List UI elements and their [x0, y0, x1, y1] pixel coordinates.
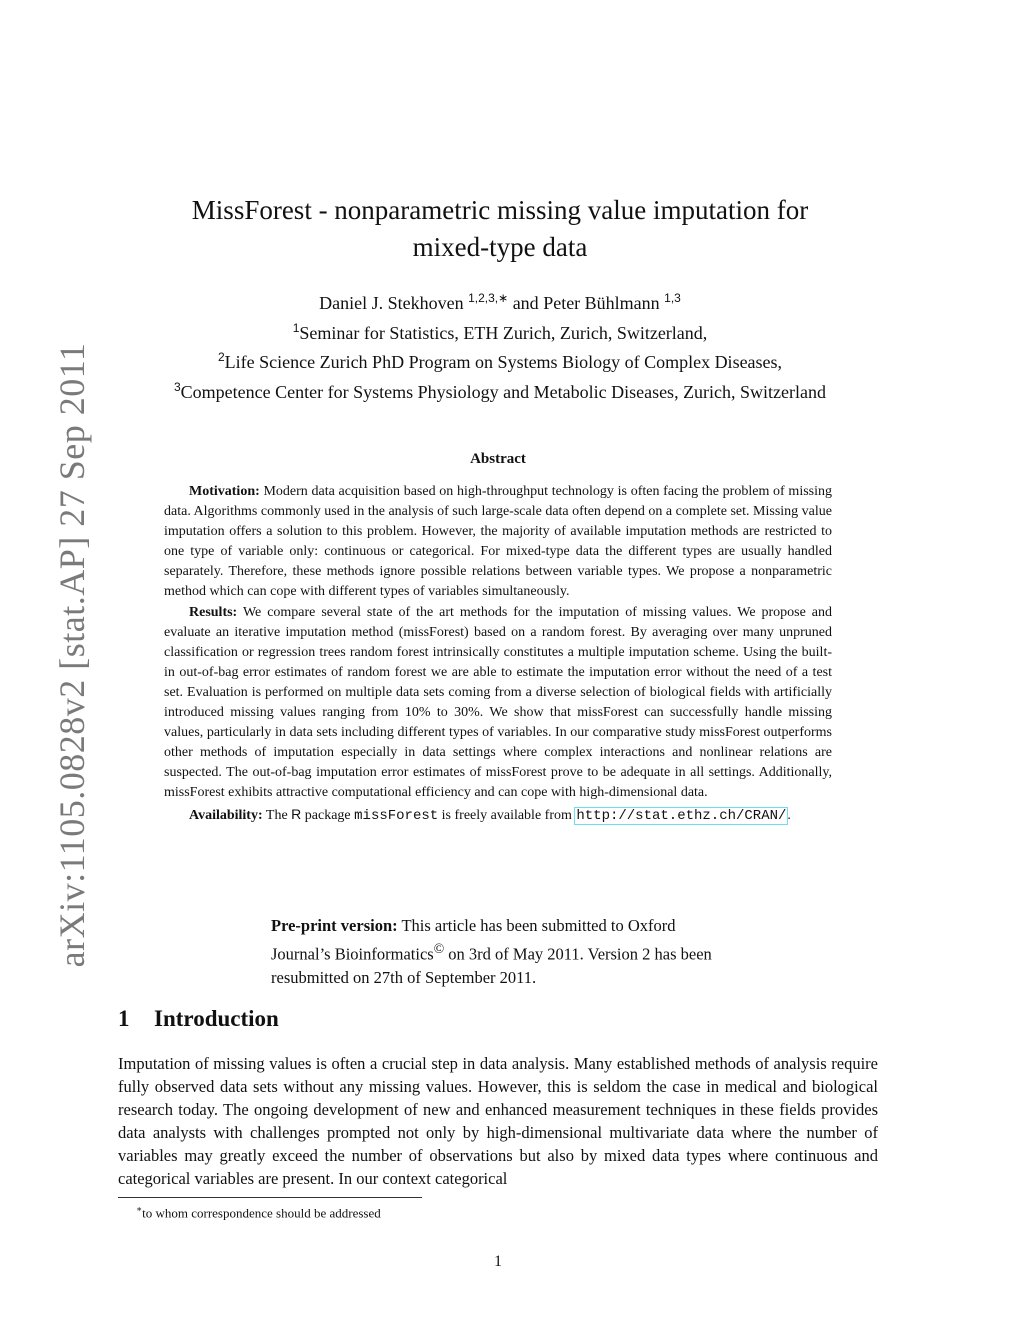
- section-number: 1: [118, 1006, 130, 1031]
- author-line: [0, 286, 1000, 316]
- author-conjunction: and: [512, 293, 539, 313]
- affiliation-1: [0, 316, 1000, 346]
- availability-end: .: [787, 807, 791, 823]
- preprint-note: [271, 914, 739, 989]
- footnote: [136, 1204, 381, 1221]
- preprint-text-2: on 3rd of May 2011. Version 2 has been resubmitted on 27th of September 2011.: [271, 944, 712, 987]
- arxiv-identifier-stamp: arXiv:1105.0828v2 [stat.AP] 27 Sep 2011: [52, 342, 92, 968]
- page-number: 1: [494, 1253, 502, 1270]
- preprint-label: Pre-print version:: [271, 916, 398, 935]
- preprint-text-1: This article has been submitted to Oxford Journal’s Bioinformatics: [271, 916, 676, 964]
- motivation-text: Modern data acquisition based on high-throughput technology is often facing the problem of missing data. Algorithms commonly used in the analysis of such large-scale data often depend on a complete set. Missing value imputation offers a solution to this problem. However, the majority of available imputation methods are restricted to one type of variable only: continuous or categorical. For mixed-type data the different types are usually handled separately. Therefore, these methods ignore possible relations between variable types. We propose a nonparametric method which can cope with different types of variables simultaneously.: [164, 484, 832, 600]
- introduction-body: [118, 1052, 878, 1190]
- affiliation-2: [0, 345, 1000, 375]
- introduction-paragraph: Imputation of missing values is often a crucial step in data analysis. Many established methods of analysis require fully observed data sets without any missing values. However, this is seldom the case in medical and biological research today. The ongoing development of new and enhanced measurement techniques in these fields provides data analysts with challenges prompted not only by high-dimensional multivariate data where the number of variables may greatly exceed the number of observations but also by mixed data types where continuous and categorical variables are present. In our context categorical: [118, 1054, 878, 1188]
- author-2-affiliation-marks: 1,3: [664, 291, 681, 305]
- author-name-2: Peter Bühlmann: [543, 293, 660, 313]
- footnote-text: to whom correspondence should be addressed: [142, 1205, 381, 1221]
- title-line-2: mixed-type data: [412, 232, 588, 262]
- results-text: We compare several state of the art methods for the imputation of missing values. We propose and evaluate an iterative imputation method (missForest) based on a random forest. By averaging over many unpruned classification or regression trees random forest intrinsically constitutes a multiple imputation scheme. Using the built-in out-of-bag error estimates of random forest we are able to estimate the imputation error without the need of a test set. Evaluation is performed on multiple data sets coming from a diverse selection of biological fields with artificially introduced missing values ranging from 10% to 30%. We show that missForest can successfully handle missing values, particularly in data sets including different types of variables. In our comparative study missForest outperforms other methods of imputation especially in data settings where complex interactions and nonlinear relations are suspected. The out-of-bag imputation error estimates of missForest prove to be adequate in all settings. Additionally, missForest exhibits attractive computational efficiency and can cope with high-dimensional data.: [164, 604, 832, 801]
- footnote-mark: ∗: [136, 1204, 143, 1214]
- availability-mid: package: [304, 807, 351, 823]
- title-line-1: MissForest - nonparametric missing value imputation for: [191, 195, 809, 225]
- abstract-heading: Abstract: [470, 451, 526, 467]
- abstract-body: [164, 482, 832, 826]
- section-title: Introduction: [154, 1006, 279, 1031]
- author-1-affiliation-marks: 1,2,3,∗: [468, 291, 509, 305]
- affiliation-3-mark: 3: [173, 379, 181, 394]
- affiliation-2-mark: 2: [217, 350, 225, 364]
- affiliation-2-text: Life Science Zurich PhD Program on Systems Biology of Complex Diseases,: [224, 352, 783, 372]
- affiliation-3: [0, 375, 1000, 405]
- motivation-label: Motivation:: [189, 484, 260, 499]
- availability-post: is freely available from: [441, 807, 572, 823]
- footnote-divider: [118, 1197, 422, 1198]
- affiliation-3-text: Competence Center for Systems Physiology and Metabolic Diseases, Zurich, Switzerland: [180, 381, 827, 402]
- results-label: Results:: [189, 604, 238, 620]
- r-language-name: R: [291, 805, 302, 822]
- cran-url-link[interactable]: http://stat.ethz.ch/CRAN/: [576, 807, 787, 824]
- author-block: [0, 286, 1000, 404]
- abstract-motivation-paragraph: [164, 482, 832, 603]
- package-name: missForest: [354, 807, 439, 824]
- abstract-results-paragraph: [164, 603, 832, 804]
- availability-pre: The: [265, 807, 288, 823]
- copyright-symbol: ©: [433, 941, 445, 956]
- abstract-availability-paragraph: [164, 804, 832, 826]
- section-heading-introduction: [118, 1006, 279, 1032]
- affiliation-1-mark: 1: [292, 320, 300, 335]
- author-name-1: Daniel J. Stekhoven: [319, 293, 464, 313]
- paper-title: [0, 192, 1000, 266]
- affiliation-1-text: Seminar for Statistics, ETH Zurich, Zurich, Switzerland,: [299, 322, 708, 343]
- availability-label: Availability:: [189, 807, 263, 823]
